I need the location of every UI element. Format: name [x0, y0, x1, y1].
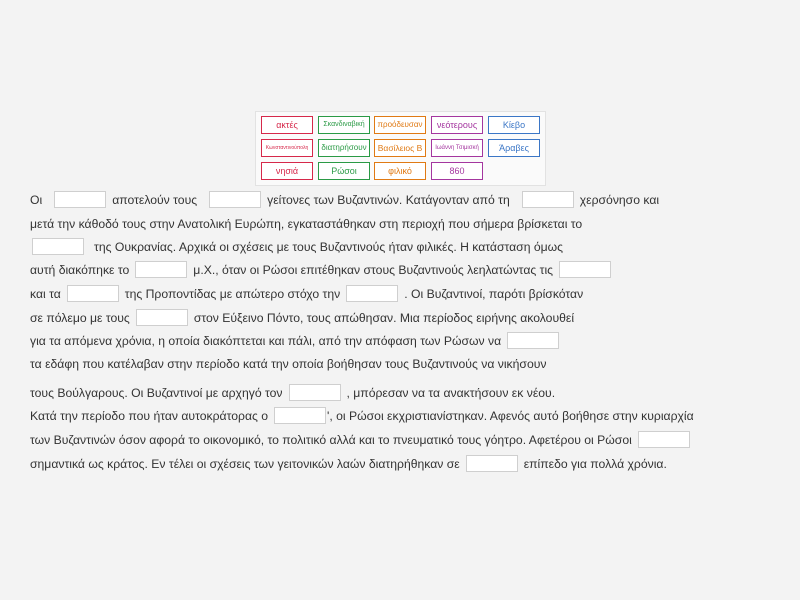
word-bank	[255, 111, 546, 186]
word-tile[interactable]: Κίεβο	[488, 116, 540, 134]
answer-slot[interactable]	[507, 332, 559, 349]
answer-slot[interactable]	[54, 191, 106, 208]
word-tile[interactable]: προόδευσαν	[374, 116, 426, 134]
answer-slot[interactable]	[466, 455, 518, 472]
word-tile[interactable]: διατηρήσουν	[318, 139, 370, 157]
text-line: τα εδάφη που κατέλαβαν στην περίοδο κατά την οποία βοήθησαν τους Βυζαντινούς να νικήσουν	[30, 356, 547, 371]
word-tile[interactable]: Ρώσοι	[318, 162, 370, 180]
answer-slot[interactable]	[559, 261, 611, 278]
text-line: σημαντικά ως κράτος. Εν τέλει οι σχέσεις των γειτονικών λαών διατηρήθηκαν σε επίπεδο για πολλά χρόνια.	[30, 456, 667, 471]
word-tile[interactable]: Ιωάννη Τσιμισκή	[431, 139, 483, 157]
text-line: μετά την κάθοδό τους στην Ανατολική Ευρώπη, εγκαταστάθηκαν στη περιοχή που σήμερα βρίσκεται το	[30, 216, 583, 231]
text-line: Οι αποτελούν τους γείτονες των Βυζαντινών. Κατάγονταν από τη χερσόνησο και	[30, 192, 660, 207]
answer-slot[interactable]	[289, 384, 341, 401]
answer-slot[interactable]	[136, 309, 188, 326]
text-line: της Ουκρανίας. Αρχικά οι σχέσεις με τους Βυζαντινούς ήταν φιλικές. Η κατάσταση όμως	[30, 238, 563, 255]
text-line: αυτή διακόπηκε το μ.Χ., όταν οι Ρώσοι επιτέθηκαν στους Βυζαντινούς λεηλατώντας τις	[30, 261, 617, 278]
answer-slot[interactable]	[638, 431, 690, 448]
word-tile[interactable]: νεότερους	[431, 116, 483, 134]
word-tile[interactable]: Άραβες	[488, 139, 540, 157]
word-tile[interactable]: Κωνσταντινούπολη	[261, 139, 313, 157]
answer-slot[interactable]	[67, 285, 119, 302]
text-line: τους Βούλγαρους. Οι Βυζαντινοί με αρχηγό τον , μπόρεσαν να τα ανακτήσουν εκ νέου.	[30, 385, 556, 400]
word-tile[interactable]: Σκανδιναβική	[318, 116, 370, 134]
answer-slot[interactable]	[32, 238, 84, 255]
answer-slot[interactable]	[209, 191, 261, 208]
answer-slot[interactable]	[346, 285, 398, 302]
answer-slot[interactable]	[135, 261, 187, 278]
answer-slot[interactable]	[274, 407, 326, 424]
text-line: και τα της Προποντίδας με απώτερο στόχο την . Οι Βυζαντινοί, παρότι βρίσκόταν	[30, 286, 584, 301]
word-tile[interactable]: ακτές	[261, 116, 313, 134]
answer-slot[interactable]	[522, 191, 574, 208]
text-line: των Βυζαντινών όσον αφορά το οικονομικό, το πολιτικό αλλά και το πνευματικό τους γόητρο. Αφετέρου οι Ρώσοι	[30, 431, 696, 448]
text-line: για τα απόμενα χρόνια, η οποία διακόπτεται και πάλι, από την απόφαση των Ρώσων να	[30, 332, 565, 349]
word-tile[interactable]: νησιά	[261, 162, 313, 180]
word-tile[interactable]: 860	[431, 162, 483, 180]
word-tile[interactable]: Βασίλειος Β	[374, 139, 426, 157]
word-tile[interactable]: φιλικό	[374, 162, 426, 180]
text-line: σε πόλεμο με τους στον Εύξεινο Πόντο, τους απώθησαν. Μια περίοδος ειρήνης ακολουθεί	[30, 310, 575, 325]
text-line: Κατά την περίοδο που ήταν αυτοκράτορας ο ', οι Ρώσοι εκχριστιανίστηκαν. Αφενός αυτό βοήθησε στην κυριαρχία	[30, 408, 694, 423]
